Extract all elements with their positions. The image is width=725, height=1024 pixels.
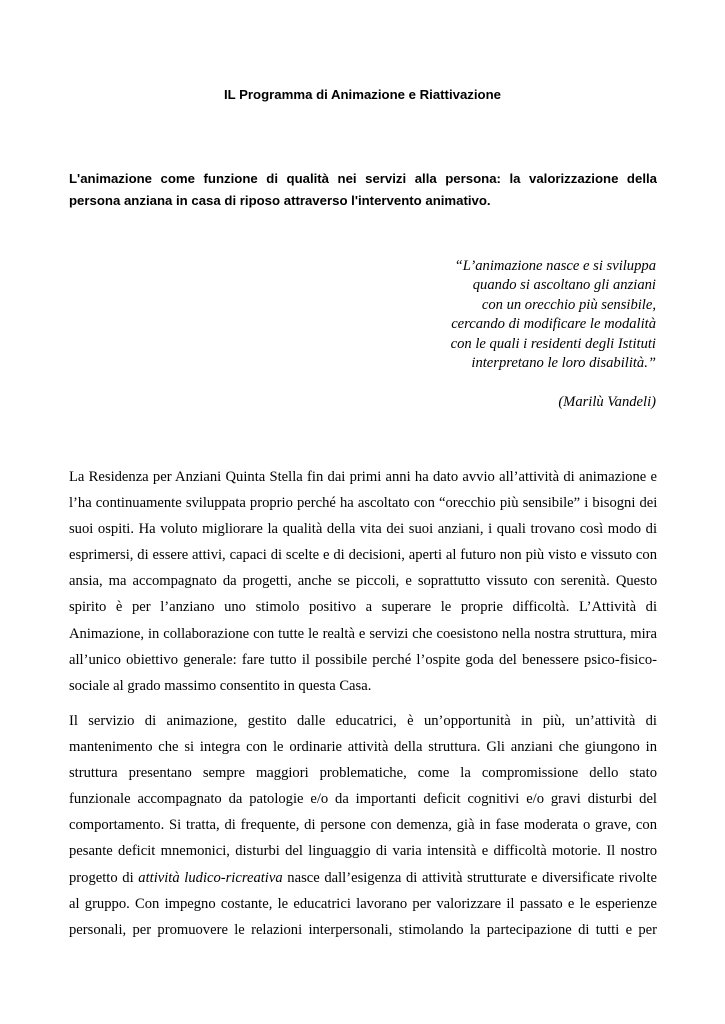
paragraph-line: ansia, ma accompagnato da progetti, anche se piccoli, e soprattutto vissuto con serenità. Questo: [69, 573, 657, 590]
paragraph-line: funzionale accompagnato da patologie e/o da importanti deficit cognitivi e/o gravi disturbi del: [69, 791, 657, 808]
document-subtitle: L'animazione come funzione di qualità nei servizi alla persona: la valorizzazione della persona anziana in casa di riposo attraverso l'intervento animativo.: [69, 171, 657, 208]
paragraph-line: all’unico obiettivo generale: fare tutto il possibile perché l’ospite goda del benessere psico-fisico-: [69, 651, 657, 668]
paragraph-line: Il servizio di animazione, gestito dalle educatrici, è un’opportunità in più, un’attività di: [69, 713, 657, 729]
paragraph-line: suoi ospiti. Ha voluto migliorare la qualità della vita dei suoi anziani, i quali trovano così modo di: [69, 521, 657, 538]
paragraph-line: al gruppo. Con impegno costante, le educatrici lavorano per valorizzare il passato e le esperienze: [69, 895, 657, 912]
paragraph-line: La Residenza per Anziani Quinta Stella fin dai primi anni ha dato avvio all’attività di animazione e: [69, 469, 657, 485]
quote-line: “L’animazione nasce e si sviluppa: [454, 258, 656, 274]
quote-line: quando si ascoltano gli anziani: [472, 277, 656, 294]
line-text: progetto di: [69, 869, 139, 886]
epigraph-quote: [336, 257, 656, 373]
paragraph-line-with-italic: [69, 865, 657, 891]
quote-author: (Marilù Vandeli): [558, 394, 656, 410]
paragraph-line: Animazione, in collaborazione con tutte le realtà e servizi che coesistono nella nostra struttura, mira: [69, 625, 657, 642]
line-text: nasce dall’esigenza di attività strutturate e diversificate rivolte: [282, 869, 657, 886]
quote-line: interpretano le loro disabilità.”: [471, 355, 656, 372]
paragraph-line: mantenimento che si integra con le ordinarie attività della struttura. Gli anziani che giungono in: [69, 739, 657, 756]
paragraph-line: spirito è per l’anziano uno stimolo positivo a superare le proprie difficoltà. L’Attività di: [69, 599, 657, 616]
paragraph-line: pesante deficit mnemonici, disturbi del linguaggio di varia intensità e difficoltà motorie. Il nostro: [69, 843, 657, 860]
paragraph-line: sociale al grado massimo consentito in questa Casa.: [69, 677, 372, 694]
document-title: IL Programma di Animazione e Riattivazione: [223, 87, 501, 102]
paragraph-line: comportamento. Si tratta, di frequente, di persone con demenza, già in fase moderata o grave, con: [69, 817, 657, 834]
body-paragraph-1: [69, 464, 657, 699]
body-paragraph-2: [69, 708, 657, 943]
paragraph-line: esprimersi, di essere attivi, capaci di scelte e di decisioni, aperti al futuro non più visto e vissuto con: [69, 547, 657, 564]
paragraph-line: personali, per promuovere le relazioni interpersonali, stimolando la partecipazione di tutti e per: [69, 921, 657, 938]
quote-line: cercando di modificare le modalità: [451, 316, 656, 333]
quote-line: con un orecchio più sensibile,: [481, 296, 656, 313]
paragraph-line: l’ha continuamente sviluppata proprio perché ha ascoltato con “orecchio più sensibile” i bisogni dei: [69, 495, 657, 512]
italic-term: attività ludico-ricreativa: [138, 869, 283, 886]
quote-line: con le quali i residenti degli Istituti: [450, 335, 656, 352]
paragraph-line: struttura presentano sempre maggiori problematiche, come la compromissione dello stato: [69, 765, 657, 782]
